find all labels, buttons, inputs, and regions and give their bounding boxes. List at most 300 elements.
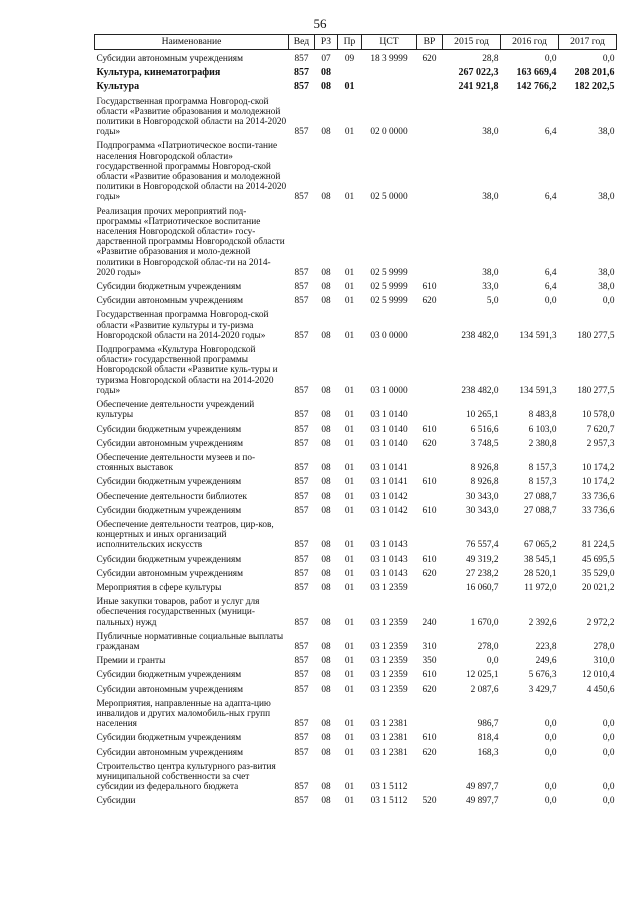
cell-vr bbox=[417, 137, 443, 202]
table-row bbox=[95, 628, 617, 652]
table-row bbox=[95, 551, 617, 565]
cell-name: Государственная программа Новгород-ской области «Развитие культуры и ту-ризма Новгородской области на 2014-2020 годы» bbox=[96, 310, 269, 341]
cell-2015: 278,0 bbox=[477, 641, 499, 652]
cell-pr: 01 bbox=[344, 582, 355, 593]
cell-ved: 857 bbox=[294, 554, 309, 565]
cell-pr: 01 bbox=[344, 410, 355, 421]
cell-pr: 01 bbox=[344, 747, 355, 758]
cell-pr: 01 bbox=[344, 540, 355, 551]
column-header-pr: Пр bbox=[338, 35, 362, 50]
cell-2017: 0,0 bbox=[602, 719, 615, 730]
cell-2016: 0,0 bbox=[544, 719, 557, 730]
cell-2016: 0,0 bbox=[544, 747, 557, 758]
cell-2016: 223,8 bbox=[535, 641, 557, 652]
cell-2017: 38,0 bbox=[598, 282, 615, 293]
cell-vr: 610 bbox=[422, 477, 437, 488]
table-row bbox=[95, 695, 617, 730]
cell-vr: 620 bbox=[422, 684, 437, 695]
cell-name: Субсидии автономным учреждениям bbox=[96, 684, 243, 695]
cell-2016: 11 972,0 bbox=[524, 582, 557, 593]
cell-2016: 0,0 bbox=[544, 733, 557, 744]
cell-pr: 01 bbox=[344, 733, 355, 744]
cell-2017: 20 021,2 bbox=[581, 582, 615, 593]
column-header-2016: 2016 год bbox=[501, 35, 559, 50]
cell-rz: 08 bbox=[321, 684, 331, 695]
cell-2016: 6,4 bbox=[544, 192, 557, 203]
cell-name: Субсидии бюджетным учреждениям bbox=[96, 477, 242, 488]
cell-2016: 3 429,7 bbox=[528, 684, 557, 695]
cell-cst bbox=[362, 64, 417, 78]
cell-ved: 857 bbox=[294, 192, 309, 203]
cell-name: Реализация прочих мероприятий под-программы «Патриотическое воспитание населения Новгородской области» госу-дарственной программы Новгородской области «Развитие образования и моло-дежной политики в Новгородской облас-ти на 2014-2020 годы» bbox=[96, 206, 285, 278]
cell-2016: 67 065,2 bbox=[523, 540, 557, 551]
table-row bbox=[95, 666, 617, 680]
cell-ved: 857 bbox=[294, 505, 309, 516]
cell-ved: 857 bbox=[294, 424, 309, 435]
cell-rz: 08 bbox=[321, 385, 331, 396]
cell-2017: 180 277,5 bbox=[577, 385, 615, 396]
cell-ved: 857 bbox=[294, 568, 309, 579]
cell-vr: 350 bbox=[422, 656, 437, 667]
cell-rz: 08 bbox=[321, 296, 331, 307]
cell-rz: 08 bbox=[321, 733, 331, 744]
cell-cst: 03 1 0140 bbox=[370, 410, 408, 421]
cell-cst: 03 1 2359 bbox=[370, 656, 408, 667]
table-row bbox=[95, 306, 617, 341]
cell-rz: 08 bbox=[321, 719, 331, 730]
cell-cst: 02 5 0000 bbox=[370, 192, 408, 203]
cell-vr bbox=[417, 64, 443, 78]
cell-ved: 857 bbox=[294, 796, 309, 807]
cell-vr: 610 bbox=[422, 424, 437, 435]
cell-2017: 81 224,5 bbox=[581, 540, 615, 551]
cell-2015: 10 265,1 bbox=[465, 410, 499, 421]
cell-cst: 03 1 0141 bbox=[370, 463, 408, 474]
cell-rz: 08 bbox=[321, 747, 331, 758]
cell-ved: 857 bbox=[294, 684, 309, 695]
cell-2016: 6,4 bbox=[544, 267, 557, 278]
table-row bbox=[95, 421, 617, 435]
cell-name: Субсидии бюджетным учреждениям bbox=[96, 670, 242, 681]
cell-2017: 0,0 bbox=[602, 782, 615, 793]
cell-ved: 857 bbox=[294, 81, 309, 93]
cell-name: Мероприятия в сфере культуры bbox=[96, 582, 222, 593]
cell-pr: 01 bbox=[344, 477, 355, 488]
cell-2016: 28 520,1 bbox=[523, 568, 557, 579]
cell-2016: 0,0 bbox=[544, 54, 557, 64]
cell-cst: 03 1 0143 bbox=[370, 568, 408, 579]
cell-pr: 01 bbox=[344, 782, 355, 793]
cell-pr: 01 bbox=[344, 282, 355, 293]
cell-rz: 08 bbox=[321, 782, 331, 793]
cell-rz: 08 bbox=[321, 491, 331, 502]
cell-rz: 08 bbox=[321, 192, 331, 203]
cell-rz: 08 bbox=[321, 330, 331, 341]
cell-rz: 08 bbox=[321, 568, 331, 579]
cell-rz: 08 bbox=[321, 81, 331, 93]
cell-2015: 818,4 bbox=[477, 733, 499, 744]
cell-rz: 08 bbox=[321, 582, 331, 593]
table-row bbox=[95, 579, 617, 593]
cell-vr bbox=[417, 78, 443, 92]
cell-ved: 857 bbox=[294, 127, 309, 138]
cell-vr: 310 bbox=[422, 641, 437, 652]
cell-2016: 5 676,3 bbox=[528, 670, 557, 681]
cell-2017: 10 174,2 bbox=[581, 463, 615, 474]
cell-cst: 03 1 2359 bbox=[370, 582, 408, 593]
cell-ved: 857 bbox=[294, 438, 309, 449]
cell-name: Подпрограмма «Патриотическое воспи-тание населения Новгородской области» государственной программы Новгород-ской области «Развитие образования и молодежной политики в Новгородской области на 2014-2020 годы» bbox=[96, 141, 287, 203]
cell-pr: 01 bbox=[344, 505, 355, 516]
cell-cst: 02 5 9999 bbox=[370, 296, 408, 307]
column-header-name: Наименование bbox=[95, 35, 289, 50]
table-row bbox=[95, 449, 617, 473]
cell-ved: 857 bbox=[294, 747, 309, 758]
cell-pr: 01 bbox=[344, 385, 355, 396]
column-header-vr: ВР bbox=[417, 35, 443, 50]
cell-2017: 33 736,6 bbox=[581, 491, 615, 502]
cell-2017: 33 736,6 bbox=[581, 505, 615, 516]
cell-name: Субсидии бюджетным учреждениям bbox=[96, 554, 242, 565]
cell-name: Культура bbox=[96, 81, 140, 93]
cell-rz: 08 bbox=[321, 656, 331, 667]
cell-2016: 134 591,3 bbox=[519, 385, 557, 396]
cell-2015: 241 921,8 bbox=[458, 81, 499, 93]
table-row bbox=[95, 93, 617, 138]
cell-name: Обеспечение деятельности учреждений культуры bbox=[96, 400, 255, 421]
cell-ved: 857 bbox=[294, 296, 309, 307]
cell-2015: 5,0 bbox=[486, 296, 499, 307]
cell-ved: 857 bbox=[294, 540, 309, 551]
cell-vr bbox=[417, 758, 443, 793]
cell-pr: 01 bbox=[344, 641, 355, 652]
table-row bbox=[95, 593, 617, 628]
table-row bbox=[95, 396, 617, 420]
cell-2015: 33,0 bbox=[482, 282, 499, 293]
cell-2016: 6 103,0 bbox=[528, 424, 557, 435]
cell-2017: 0,0 bbox=[602, 796, 615, 807]
cell-2016: 27 088,7 bbox=[523, 491, 557, 502]
cell-rz: 08 bbox=[321, 641, 331, 652]
cell-2016: 8 483,8 bbox=[528, 410, 557, 421]
cell-vr bbox=[417, 516, 443, 551]
cell-rz: 08 bbox=[321, 424, 331, 435]
cell-2016: 163 669,4 bbox=[516, 67, 557, 79]
cell-cst: 02 0 0000 bbox=[370, 127, 408, 138]
cell-2017: 2 972,2 bbox=[586, 617, 615, 628]
table-row bbox=[95, 435, 617, 449]
column-header-2015: 2015 год bbox=[443, 35, 501, 50]
cell-cst: 03 1 5112 bbox=[370, 782, 408, 793]
cell-cst bbox=[362, 78, 417, 92]
cell-cst: 18 3 9999 bbox=[370, 54, 408, 64]
cell-2016: 142 766,2 bbox=[516, 81, 557, 93]
cell-2017: 35 529,0 bbox=[581, 568, 615, 579]
cell-ved: 857 bbox=[294, 410, 309, 421]
cell-ved: 857 bbox=[294, 641, 309, 652]
cell-ved: 857 bbox=[294, 463, 309, 474]
cell-vr: 620 bbox=[422, 438, 437, 449]
cell-ved: 857 bbox=[294, 582, 309, 593]
cell-2015: 8 926,8 bbox=[470, 477, 499, 488]
column-header-2017: 2017 год bbox=[559, 35, 617, 50]
cell-2016: 38 545,1 bbox=[523, 554, 557, 565]
cell-pr: 01 bbox=[344, 192, 355, 203]
cell-2015: 76 557,4 bbox=[465, 540, 499, 551]
cell-2015: 38,0 bbox=[482, 267, 499, 278]
table-row bbox=[95, 488, 617, 502]
cell-2017: 278,0 bbox=[593, 641, 615, 652]
cell-2015: 3 748,5 bbox=[470, 438, 499, 449]
cell-2017: 0,0 bbox=[602, 747, 615, 758]
cell-ved: 857 bbox=[294, 733, 309, 744]
cell-name: Субсидии bbox=[96, 796, 136, 807]
cell-vr bbox=[417, 396, 443, 420]
cell-rz: 08 bbox=[321, 127, 331, 138]
cell-rz: 07 bbox=[321, 54, 331, 64]
column-header-rz: РЗ bbox=[315, 35, 338, 50]
cell-2015: 30 343,0 bbox=[465, 505, 499, 516]
cell-2017: 4 450,6 bbox=[586, 684, 615, 695]
budget-table bbox=[94, 34, 617, 807]
table-row bbox=[95, 516, 617, 551]
cell-name: Субсидии бюджетным учреждениям bbox=[96, 282, 242, 293]
table-row bbox=[95, 341, 617, 396]
cell-name: Обеспечение деятельности музеев и по-стоянных выставок bbox=[96, 452, 256, 474]
cell-ved: 857 bbox=[294, 491, 309, 502]
cell-name: Субсидии автономным учреждениям bbox=[96, 438, 243, 449]
cell-rz: 08 bbox=[321, 410, 331, 421]
cell-pr: 01 bbox=[344, 554, 355, 565]
cell-name: Обеспечение деятельности театров, цир-ков, концертных и иных организаций исполнительских искусств bbox=[96, 519, 274, 551]
cell-rz: 08 bbox=[321, 796, 331, 807]
table-row bbox=[95, 64, 617, 78]
cell-2016: 0,0 bbox=[544, 796, 557, 807]
cell-2017: 180 277,5 bbox=[577, 330, 615, 341]
cell-cst: 03 1 0141 bbox=[370, 477, 408, 488]
cell-cst: 03 1 2359 bbox=[370, 670, 408, 681]
cell-2015: 28,8 bbox=[482, 54, 499, 64]
cell-cst: 02 5 9999 bbox=[370, 282, 408, 293]
cell-name: Субсидии автономным учреждениям bbox=[96, 296, 243, 307]
cell-name: Государственная программа Новгород-ской области «Развитие образования и молодежной политики в Новгородской области на 2014-2020 годы» bbox=[96, 96, 287, 138]
cell-2015: 8 926,8 bbox=[470, 463, 499, 474]
cell-vr bbox=[417, 93, 443, 138]
cell-2015: 12 025,1 bbox=[465, 670, 499, 681]
cell-2015: 2 087,6 bbox=[470, 684, 499, 695]
cell-pr: 01 bbox=[344, 719, 355, 730]
cell-2015: 267 022,3 bbox=[458, 67, 499, 79]
cell-pr bbox=[338, 64, 362, 78]
cell-cst: 03 1 0000 bbox=[370, 385, 408, 396]
cell-name: Подпрограмма «Культура Новгородской области» государственной программы Новгородской области «Развитие куль-туры и туризма Новгородской области на 2014-2020 годы» bbox=[96, 345, 278, 396]
cell-name: Премии и гранты bbox=[96, 656, 166, 667]
cell-cst: 03 1 0140 bbox=[370, 438, 408, 449]
cell-name: Субсидии бюджетным учреждениям bbox=[96, 733, 242, 744]
cell-rz: 08 bbox=[321, 477, 331, 488]
cell-pr: 01 bbox=[344, 617, 355, 628]
table-row bbox=[95, 681, 617, 695]
cell-cst: 03 1 2381 bbox=[370, 747, 408, 758]
page-number: 56 bbox=[313, 16, 327, 31]
cell-name: Публичные нормативные социальные выплаты гражданам bbox=[96, 631, 284, 652]
table-row bbox=[95, 292, 617, 306]
cell-2015: 38,0 bbox=[482, 192, 499, 203]
cell-pr: 01 bbox=[344, 656, 355, 667]
cell-2015: 49 897,7 bbox=[465, 782, 499, 793]
cell-name: Субсидии бюджетным учреждениям bbox=[96, 424, 242, 435]
cell-name: Обеспечение деятельности библиотек bbox=[96, 491, 247, 502]
cell-2015: 38,0 bbox=[482, 127, 499, 138]
cell-2015: 30 343,0 bbox=[465, 491, 499, 502]
cell-2017: 7 620,7 bbox=[586, 424, 615, 435]
cell-rz: 08 bbox=[321, 282, 331, 293]
table-row bbox=[95, 50, 617, 65]
table-row bbox=[95, 473, 617, 487]
cell-ved: 857 bbox=[294, 670, 309, 681]
cell-2015: 1 670,0 bbox=[470, 617, 499, 628]
cell-cst: 03 1 0143 bbox=[370, 554, 408, 565]
cell-pr: 01 bbox=[344, 81, 355, 93]
cell-rz: 08 bbox=[321, 67, 331, 79]
cell-2017: 12 010,4 bbox=[581, 670, 615, 681]
cell-vr: 620 bbox=[422, 568, 437, 579]
table-row bbox=[95, 78, 617, 92]
cell-ved: 857 bbox=[294, 782, 309, 793]
cell-pr: 01 bbox=[344, 296, 355, 307]
cell-cst: 02 5 9999 bbox=[370, 267, 408, 278]
cell-vr bbox=[417, 488, 443, 502]
cell-rz: 08 bbox=[321, 554, 331, 565]
cell-ved: 857 bbox=[294, 330, 309, 341]
cell-cst: 03 1 2359 bbox=[370, 617, 408, 628]
cell-2016: 6,4 bbox=[544, 282, 557, 293]
cell-vr: 240 bbox=[422, 617, 437, 628]
cell-2016: 8 157,3 bbox=[528, 463, 557, 474]
cell-2017: 10 578,0 bbox=[581, 410, 615, 421]
cell-ved: 857 bbox=[294, 719, 309, 730]
table-row bbox=[95, 792, 617, 806]
table-header bbox=[95, 35, 617, 50]
cell-name: Субсидии автономным учреждениям bbox=[96, 568, 243, 579]
cell-name: Иные закупки товаров, работ и услуг для обеспечения государственных (муници-пальных) нужд bbox=[96, 597, 260, 628]
cell-cst: 03 1 0142 bbox=[370, 491, 408, 502]
cell-cst: 03 1 0143 bbox=[370, 540, 408, 551]
cell-vr: 620 bbox=[422, 296, 437, 307]
cell-rz: 08 bbox=[321, 617, 331, 628]
cell-vr: 520 bbox=[422, 796, 437, 807]
table-row bbox=[95, 758, 617, 793]
cell-2017: 45 695,5 bbox=[581, 554, 615, 565]
table-row bbox=[95, 652, 617, 666]
cell-2015: 0,0 bbox=[486, 656, 499, 667]
cell-2017: 208 201,6 bbox=[574, 67, 615, 79]
cell-2015: 16 060,7 bbox=[465, 582, 499, 593]
cell-cst: 03 1 2359 bbox=[370, 684, 408, 695]
cell-name: Субсидии автономным учреждениям bbox=[96, 747, 243, 758]
cell-2015: 238 482,0 bbox=[461, 385, 499, 396]
cell-rz: 08 bbox=[321, 267, 331, 278]
cell-cst: 03 1 0140 bbox=[370, 424, 408, 435]
table-row bbox=[95, 565, 617, 579]
cell-pr: 01 bbox=[344, 568, 355, 579]
cell-vr bbox=[417, 306, 443, 341]
cell-name: Культура, кинематография bbox=[96, 67, 221, 79]
cell-name: Строительство центра культурного раз-вития муниципальной собственности за счет субсидии из федерального бюджета bbox=[96, 761, 276, 793]
cell-rz: 08 bbox=[321, 505, 331, 516]
cell-pr: 01 bbox=[344, 127, 355, 138]
cell-2015: 168,3 bbox=[477, 747, 499, 758]
cell-pr: 01 bbox=[344, 491, 355, 502]
cell-2015: 986,7 bbox=[477, 719, 499, 730]
cell-vr: 610 bbox=[422, 554, 437, 565]
table-row bbox=[95, 744, 617, 758]
cell-2017: 182 202,5 bbox=[574, 81, 615, 93]
cell-2015: 27 238,2 bbox=[465, 568, 499, 579]
cell-rz: 08 bbox=[321, 463, 331, 474]
cell-pr: 01 bbox=[344, 438, 355, 449]
cell-vr: 610 bbox=[422, 505, 437, 516]
cell-ved: 857 bbox=[294, 617, 309, 628]
table-body bbox=[95, 50, 617, 807]
cell-2016: 6,4 bbox=[544, 127, 557, 138]
cell-2017: 0,0 bbox=[602, 296, 615, 307]
cell-cst: 03 1 2381 bbox=[370, 719, 408, 730]
cell-cst: 03 1 5112 bbox=[370, 796, 408, 807]
cell-cst: 03 1 2381 bbox=[370, 733, 408, 744]
cell-2017: 310,0 bbox=[593, 656, 615, 667]
cell-vr bbox=[417, 203, 443, 278]
cell-2017: 38,0 bbox=[598, 267, 615, 278]
cell-cst: 03 0 0000 bbox=[370, 330, 408, 341]
cell-pr: 01 bbox=[344, 267, 355, 278]
cell-ved: 857 bbox=[294, 656, 309, 667]
cell-2016: 0,0 bbox=[544, 782, 557, 793]
cell-vr bbox=[417, 341, 443, 396]
cell-vr: 610 bbox=[422, 733, 437, 744]
table-row bbox=[95, 502, 617, 516]
cell-ved: 857 bbox=[294, 477, 309, 488]
cell-2016: 0,0 bbox=[544, 296, 557, 307]
cell-pr: 01 bbox=[344, 684, 355, 695]
cell-vr: 610 bbox=[422, 282, 437, 293]
column-header-ved: Вед bbox=[289, 35, 315, 50]
table-row bbox=[95, 278, 617, 292]
cell-name: Мероприятия, направленные на адапта-цию инвалидов и других маломобиль-ных групп населения bbox=[96, 698, 271, 730]
table-row bbox=[95, 137, 617, 202]
cell-vr bbox=[417, 449, 443, 473]
cell-2017: 10 174,2 bbox=[581, 477, 615, 488]
cell-ved: 857 bbox=[294, 267, 309, 278]
cell-ved: 857 bbox=[294, 54, 309, 64]
cell-2017: 0,0 bbox=[602, 733, 615, 744]
table-row bbox=[95, 729, 617, 743]
cell-2015: 49 897,7 bbox=[465, 796, 499, 807]
cell-pr: 01 bbox=[344, 796, 355, 807]
cell-2017: 38,0 bbox=[598, 192, 615, 203]
cell-2015: 6 516,6 bbox=[470, 424, 499, 435]
cell-cst: 03 1 2359 bbox=[370, 641, 408, 652]
cell-2016: 8 157,3 bbox=[528, 477, 557, 488]
column-header-cst: ЦСТ bbox=[362, 35, 417, 50]
cell-vr: 620 bbox=[422, 747, 437, 758]
cell-ved: 857 bbox=[294, 385, 309, 396]
cell-2015: 49 319,2 bbox=[465, 554, 499, 565]
cell-name: Субсидии автономным учреждениям bbox=[96, 54, 243, 64]
cell-cst: 03 1 0142 bbox=[370, 505, 408, 516]
cell-vr: 620 bbox=[422, 54, 437, 64]
cell-2016: 2 392,6 bbox=[528, 617, 557, 628]
